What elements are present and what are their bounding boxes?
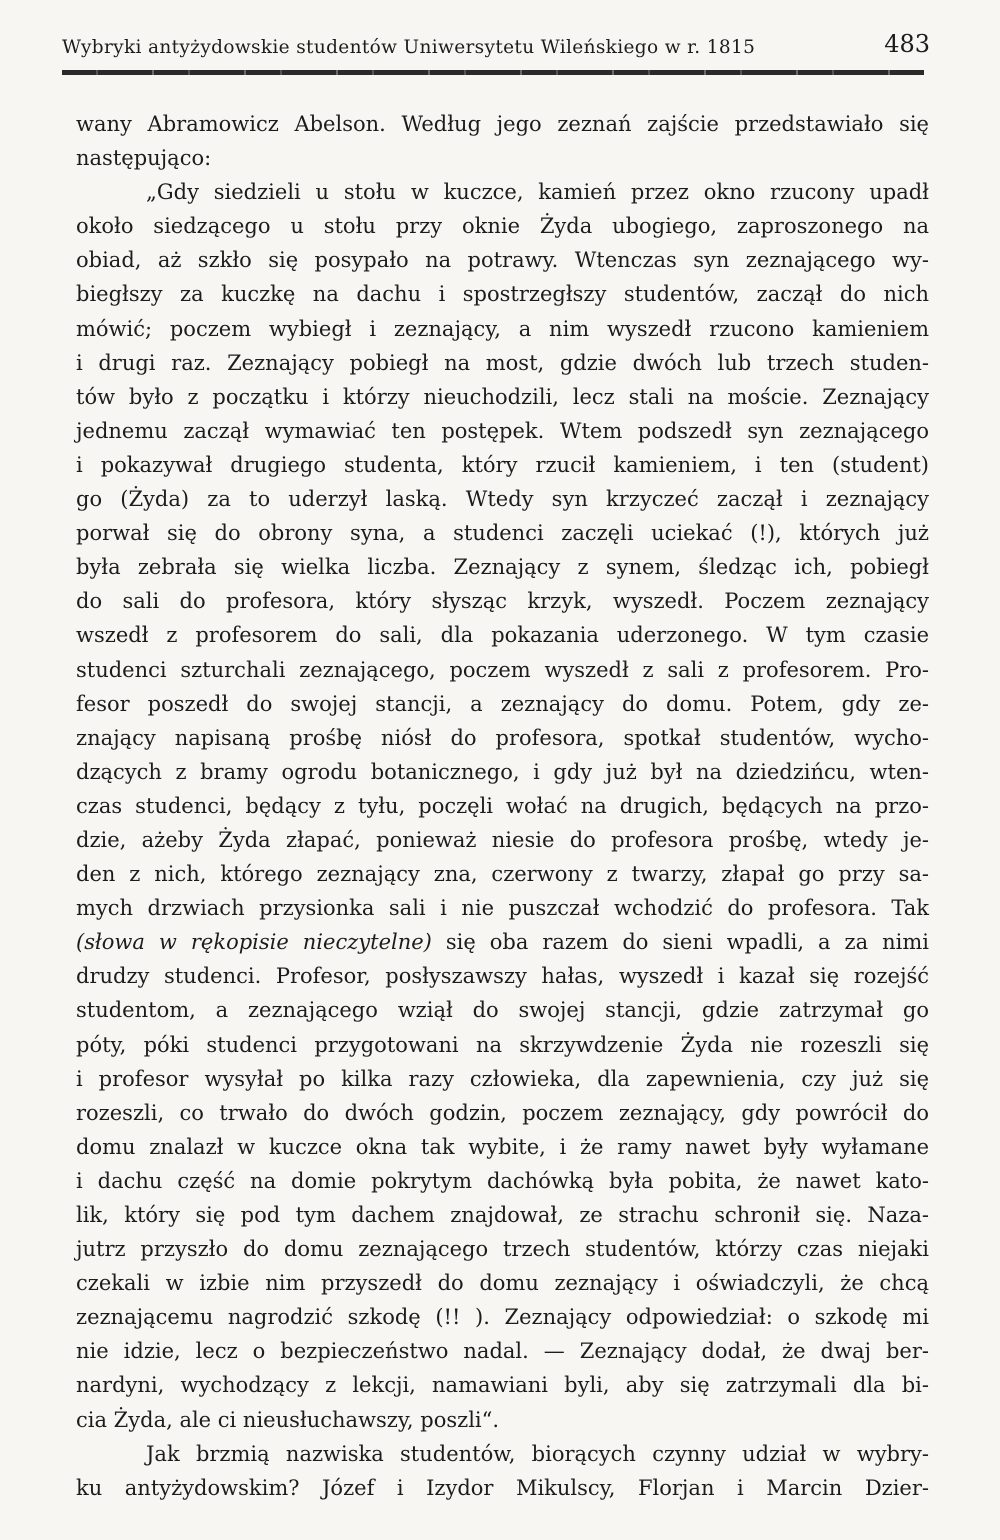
text-line: i profesor wysyłał po kilka razy człowieka, dla zapewnienia, czy już się [76,1066,929,1091]
text-line: porwał się do obrony syna, a studenci zaczęli uciekać (!), których już [76,521,929,546]
text-line: nie idzie, lecz o bezpieczeństwo nadal. — Zeznający dodał, że dwaj ber- [76,1339,929,1364]
text-line: studenci szturchali zeznającego, poczem wyszedł z sali z profesorem. Pro- [76,657,929,682]
text-line: i pokazywał drugiego studenta, który rzucił kamieniem, i ten (student) [76,452,929,477]
text-line: zeznającemu nagrodzić szkodę (!! ). Zeznający odpowiedział: o szkodę mi [76,1305,929,1330]
text-line: dzie, ażeby Żyda złapać, ponieważ niesie do profesora prośbę, wtedy je- [76,827,929,852]
text-line-with-italic [76,925,929,959]
text-line: wszedł z profesorem do sali, dla pokazania uderzonego. W tym czasie [76,623,929,648]
text-line: fesor poszedł do swojej stancji, a zeznający do domu. Potem, gdy ze- [76,691,929,716]
paragraph-1 [76,107,929,175]
text-line: była zebrała się wielka liczba. Zeznający z synem, śledząc ich, pobiegł [76,555,929,580]
text-line: jednemu zaczął wymawiać ten postępek. Wtem podszedł syn zeznającego [76,418,929,443]
text-line: den z nich, którego zeznający zna, czerwony z twarzy, złapał go przy sa- [76,862,929,887]
text-line: do sali do profesora, który słysząc krzyk, wyszedł. Poczem zeznający [76,589,929,614]
italic-editorial-note: (słowa w rękopisie nieczytelne) [76,930,432,955]
paragraph-2-testimony [76,175,929,1436]
text-line: póty, póki studenci przygotowani na skrzywdzenie Żyda nie rozeszli się [76,1032,929,1057]
page-number: 483 [884,30,930,58]
text-line: jutrz przyszło do domu zeznającego trzech studentów, którzy czas niejaki [76,1237,929,1262]
text-line: „Gdy siedzieli u stołu w kuczce, kamień przez okno rzucony upadł [146,180,929,205]
text-line: cia Żyda, ale ci nieusłuchawszy, poszli“. [76,1407,500,1432]
text-line: tów było z początku i którzy nieuchodzili, lecz stali na moście. Zeznający [76,384,929,409]
running-title: Wybryki antyżydowskie studentów Uniwersytetu Wileńskiego w r. 1815 [62,37,756,58]
text-line: znający napisaną prośbę niósł do profesora, spotkał studentów, wycho- [76,725,929,750]
text-line: wany Abramowicz Abelson. Według jego zeznań zajście przedstawiało się [76,112,929,136]
text-line: ku antyżydowskim? Józef i Izydor Mikulscy, Florjan i Marcin Dzier- [76,1475,929,1500]
body-text [76,107,929,1505]
text-line: i dachu część na domie pokrytym dachówką była pobita, że nawet kato- [76,1168,929,1193]
text-line: czekali w izbie nim przyszedł do domu zeznający i oświadczyli, że chcą [76,1271,929,1296]
page-header [62,30,930,58]
text-line: studentom, a zeznającego wziął do swojej stancji, gdzie zatrzymał go [76,998,929,1023]
header-rule [62,70,924,75]
text-line: dzących z bramy ogrodu botanicznego, i gdy już był na dziedzińcu, wten- [76,759,929,784]
text-line: następująco: [76,146,212,171]
text-line: mych drzwiach przysionka sali i nie puszczał wchodzić do profesora. Tak [76,896,929,921]
text-line: około siedzącego u stołu przy oknie Żyda ubogiego, zaproszonego na [76,214,929,239]
text-line: rozeszli, co trwało do dwóch godzin, poczem zeznający, gdy powrócił do [76,1100,929,1125]
text-line: i drugi raz. Zeznający pobiegł na most, gdzie dwóch lub trzech studen- [76,350,929,375]
text-line: czas studenci, będący z tyłu, poczęli wołać na drugich, będących na przo- [76,793,929,818]
paragraph-3 [76,1437,929,1505]
text-line: go (Żyda) za to uderzył laską. Wtedy syn krzyczeć zaczął i zeznający [76,487,929,512]
text-line: nardyni, wychodzący z lekcji, namawiani byli, aby się zatrzymali dla bi- [76,1373,929,1398]
text-line: lik, który się pod tym dachem znajdował, ze strachu schronił się. Naza- [76,1203,929,1227]
text-line: biegłszy za kuczkę na dachu i spostrzegłszy studentów, zaczął do nich [76,282,929,307]
text-line: Jak brzmią nazwiska studentów, biorących czynny udział w wybry- [146,1441,929,1466]
text-line: drudzy studenci. Profesor, posłyszawszy hałas, wyszedł i kazał się rozejść [76,964,929,989]
text-segment: się oba razem do sieni wpadli, a za nimi [431,930,930,955]
text-line: obiad, aż szkło się posypało na potrawy. Wtenczas syn zeznającego wy- [76,248,929,273]
text-line: domu znalazł w kuczce okna tak wybite, i że ramy nawet były wyłamane [76,1134,929,1159]
text-line: mówić; poczem wybiegł i zeznający, a nim wyszedł rzucono kamieniem [76,316,929,341]
